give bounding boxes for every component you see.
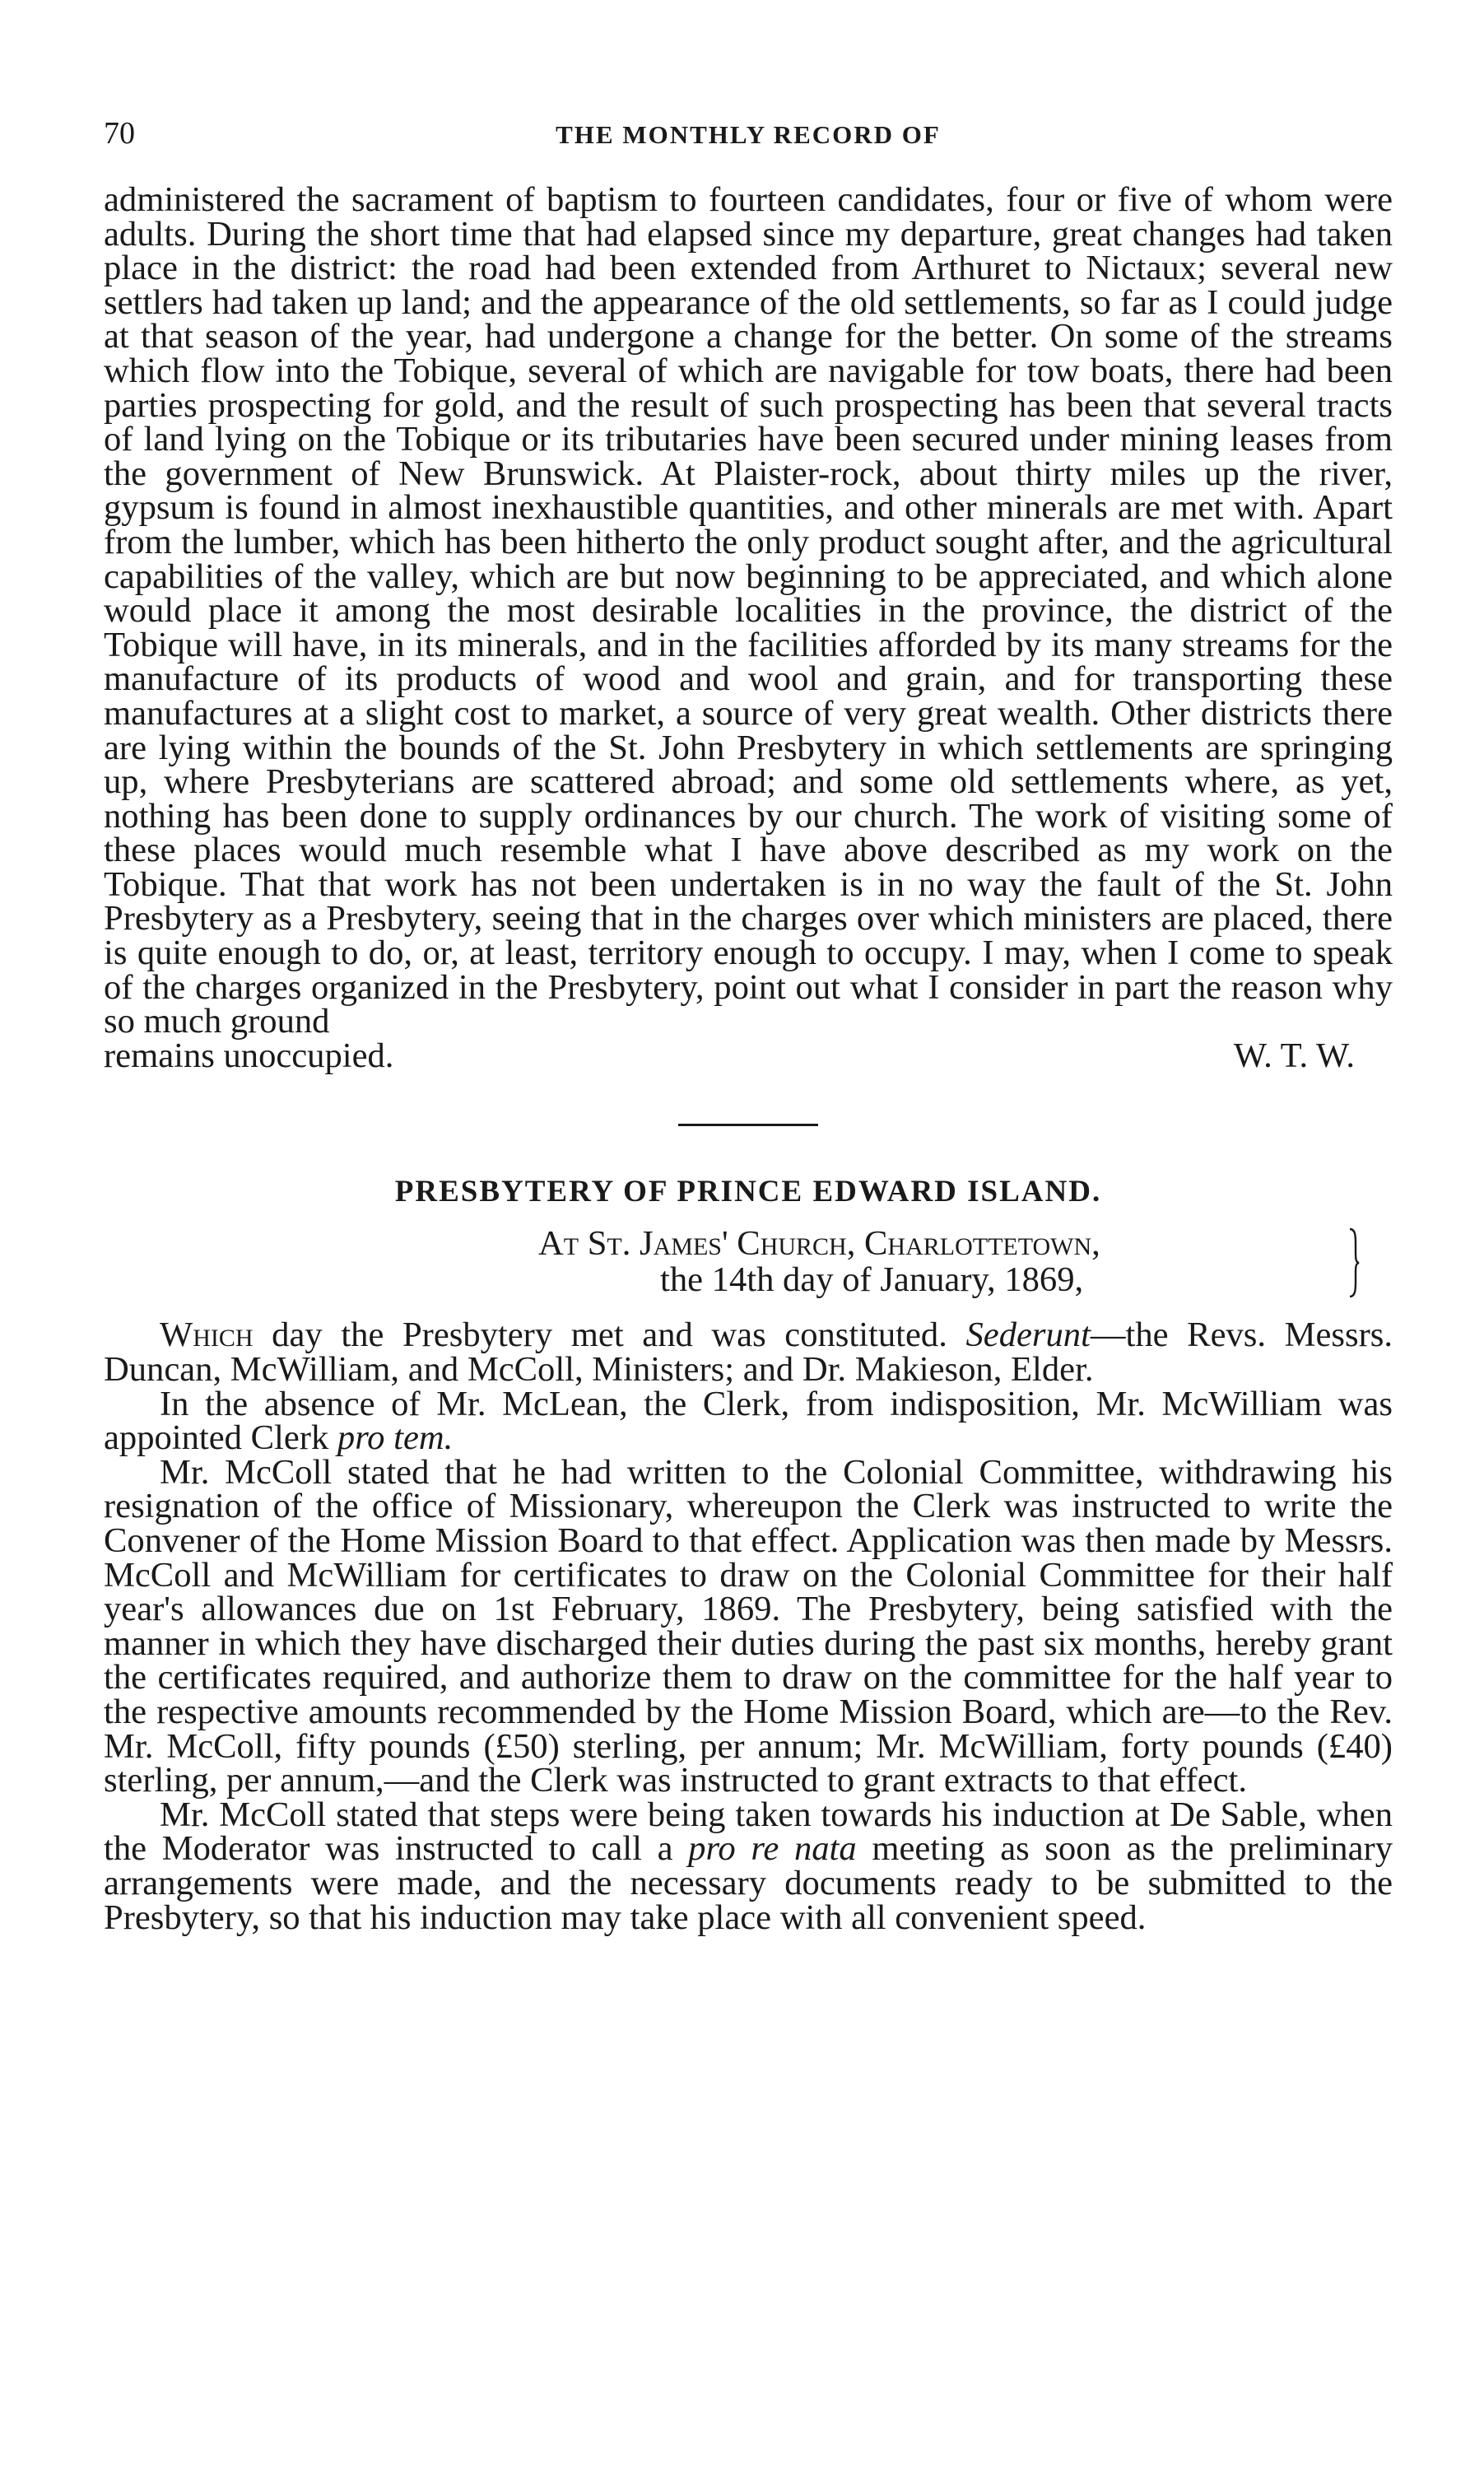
text-span: —the Revs. Messrs. Duncan, McWilliam, and McColl, Ministers; and Dr. Makieson, Elder. — [104, 1316, 1393, 1390]
meeting-place: At St. James' Church, Charlottetown, — [538, 1224, 1100, 1264]
minutes-paragraph — [104, 1795, 1393, 1937]
text-span: Mr. McColl stated that steps were being taken towards his induction at De Sable, when the Moderator was instructed to call a — [104, 1795, 1393, 1869]
author-signature: W. T. W. — [1233, 1036, 1355, 1075]
article-body: administered the sacrament of baptism to fourteen candidates, four or five of whom were adults. During the short time that had elapsed since my departure, great changes had taken place in the district: the road had been extended from Arthuret to Nictaux; several new settlers had taken up land; and the appearance of the old settlements, so far as I could judge at that season of the year, had undergone a change for the better. On some of the streams which flow into the Tobique, several of which are navigable for tow boats, there had been parties prospecting for gold, and the result of such prospecting has been that several tracts of land lying on the Tobique or its tributaries have been secured under mining leases from the government of New Brunswick. At Plaister-rock, about thirty miles up the river, gypsum is found in almost inexhaustible quantities, and other minerals are met with. Apart from the lumber, which has been hitherto the only product sought after, and the agricultural capabilities of the valley, which are but now beginning to be appreciated, and which alone would place it among the most desirable localities in the province, the district of the Tobique will have, in its minerals, and in the facilities afforded by its many streams for the manufacture of its products of wood and wool and grain, and for transporting these manufactures at a slight cost to market, a source of very great wealth. Other districts there are lying within the bounds of the St. John Presbytery in which settlements are springing up, where Presbyterians are scattered abroad; and some old settlements where, as yet, nothing has been done to supply ordinances by our church. The work of visiting some of these places would much resemble what I have above described as my work on the Tobique. That that work has not been undertaken is in no way the fault of the St. John Presbytery as a Presbytery, seeing that in the charges over which ministers are placed, there is quite enough to do, or, at least, territory enough to occupy. I may, when I come to speak of the charges organized in the Presbytery, point out what I consider in part the reason why so much ground — [104, 180, 1393, 1041]
latin-term: Sederunt — [965, 1316, 1091, 1355]
section-heading: PRESBYTERY OF PRINCE EDWARD ISLAND. — [394, 1175, 1102, 1209]
text-span: meeting as soon as the preliminary arrangements were made, and the necessary documents ready to be submitted to the Presbytery, so that his induction may take place with all convenient speed. — [104, 1829, 1393, 1937]
minutes-paragraph — [104, 1316, 1393, 1390]
opening-word: Which — [160, 1316, 254, 1355]
minutes-paragraph: Mr. McColl stated that he had written to the Colonial Committee, withdrawing his resignation of the office of Missionary, whereupon the Clerk was instructed to write the Convener of the Home Mission Board to that effect. Application was then made by Messrs. McColl and McWilliam for certificates to draw on the Colonial Committee for their half year's allowances due on 1st February, 1869. The Presbytery, being satisfied with the manner in which they have discharged their duties during the past six months, hereby grant the certificates required, and authorize them to draw on the committee for the half year to the respective amounts recommended by the Home Mission Board, which are—to the Rev. Mr. McColl, fifty pounds (£50) sterling, per annum; Mr. McWilliam, forty pounds (£40) sterling, per annum,—and the Clerk was instructed to grant extracts to that effect. — [104, 1452, 1393, 1800]
text-span: day the Presbytery met and was constituted. — [253, 1316, 966, 1355]
running-title: THE MONTHLY RECORD OF — [556, 120, 941, 149]
latin-term: pro re nata — [688, 1829, 857, 1869]
meeting-date: the 14th day of January, 1869, — [660, 1260, 1084, 1300]
section-divider — [678, 1124, 818, 1126]
text-span: In the absence of Mr. McLean, the Clerk, from indisposition, Mr. McWilliam was appointed Clerk — [104, 1384, 1393, 1458]
minutes-body — [104, 1318, 1393, 1935]
curly-brace-icon — [1348, 1227, 1360, 1298]
article-signoff — [104, 1036, 1393, 1075]
meeting-location — [104, 1226, 1393, 1302]
minutes-paragraph — [104, 1384, 1393, 1458]
page-number: 70 — [104, 116, 135, 151]
closing-line: remains unoccupied. — [104, 1036, 394, 1075]
page — [104, 115, 1393, 1935]
latin-term: pro tem. — [337, 1418, 454, 1458]
running-header — [104, 115, 1393, 165]
